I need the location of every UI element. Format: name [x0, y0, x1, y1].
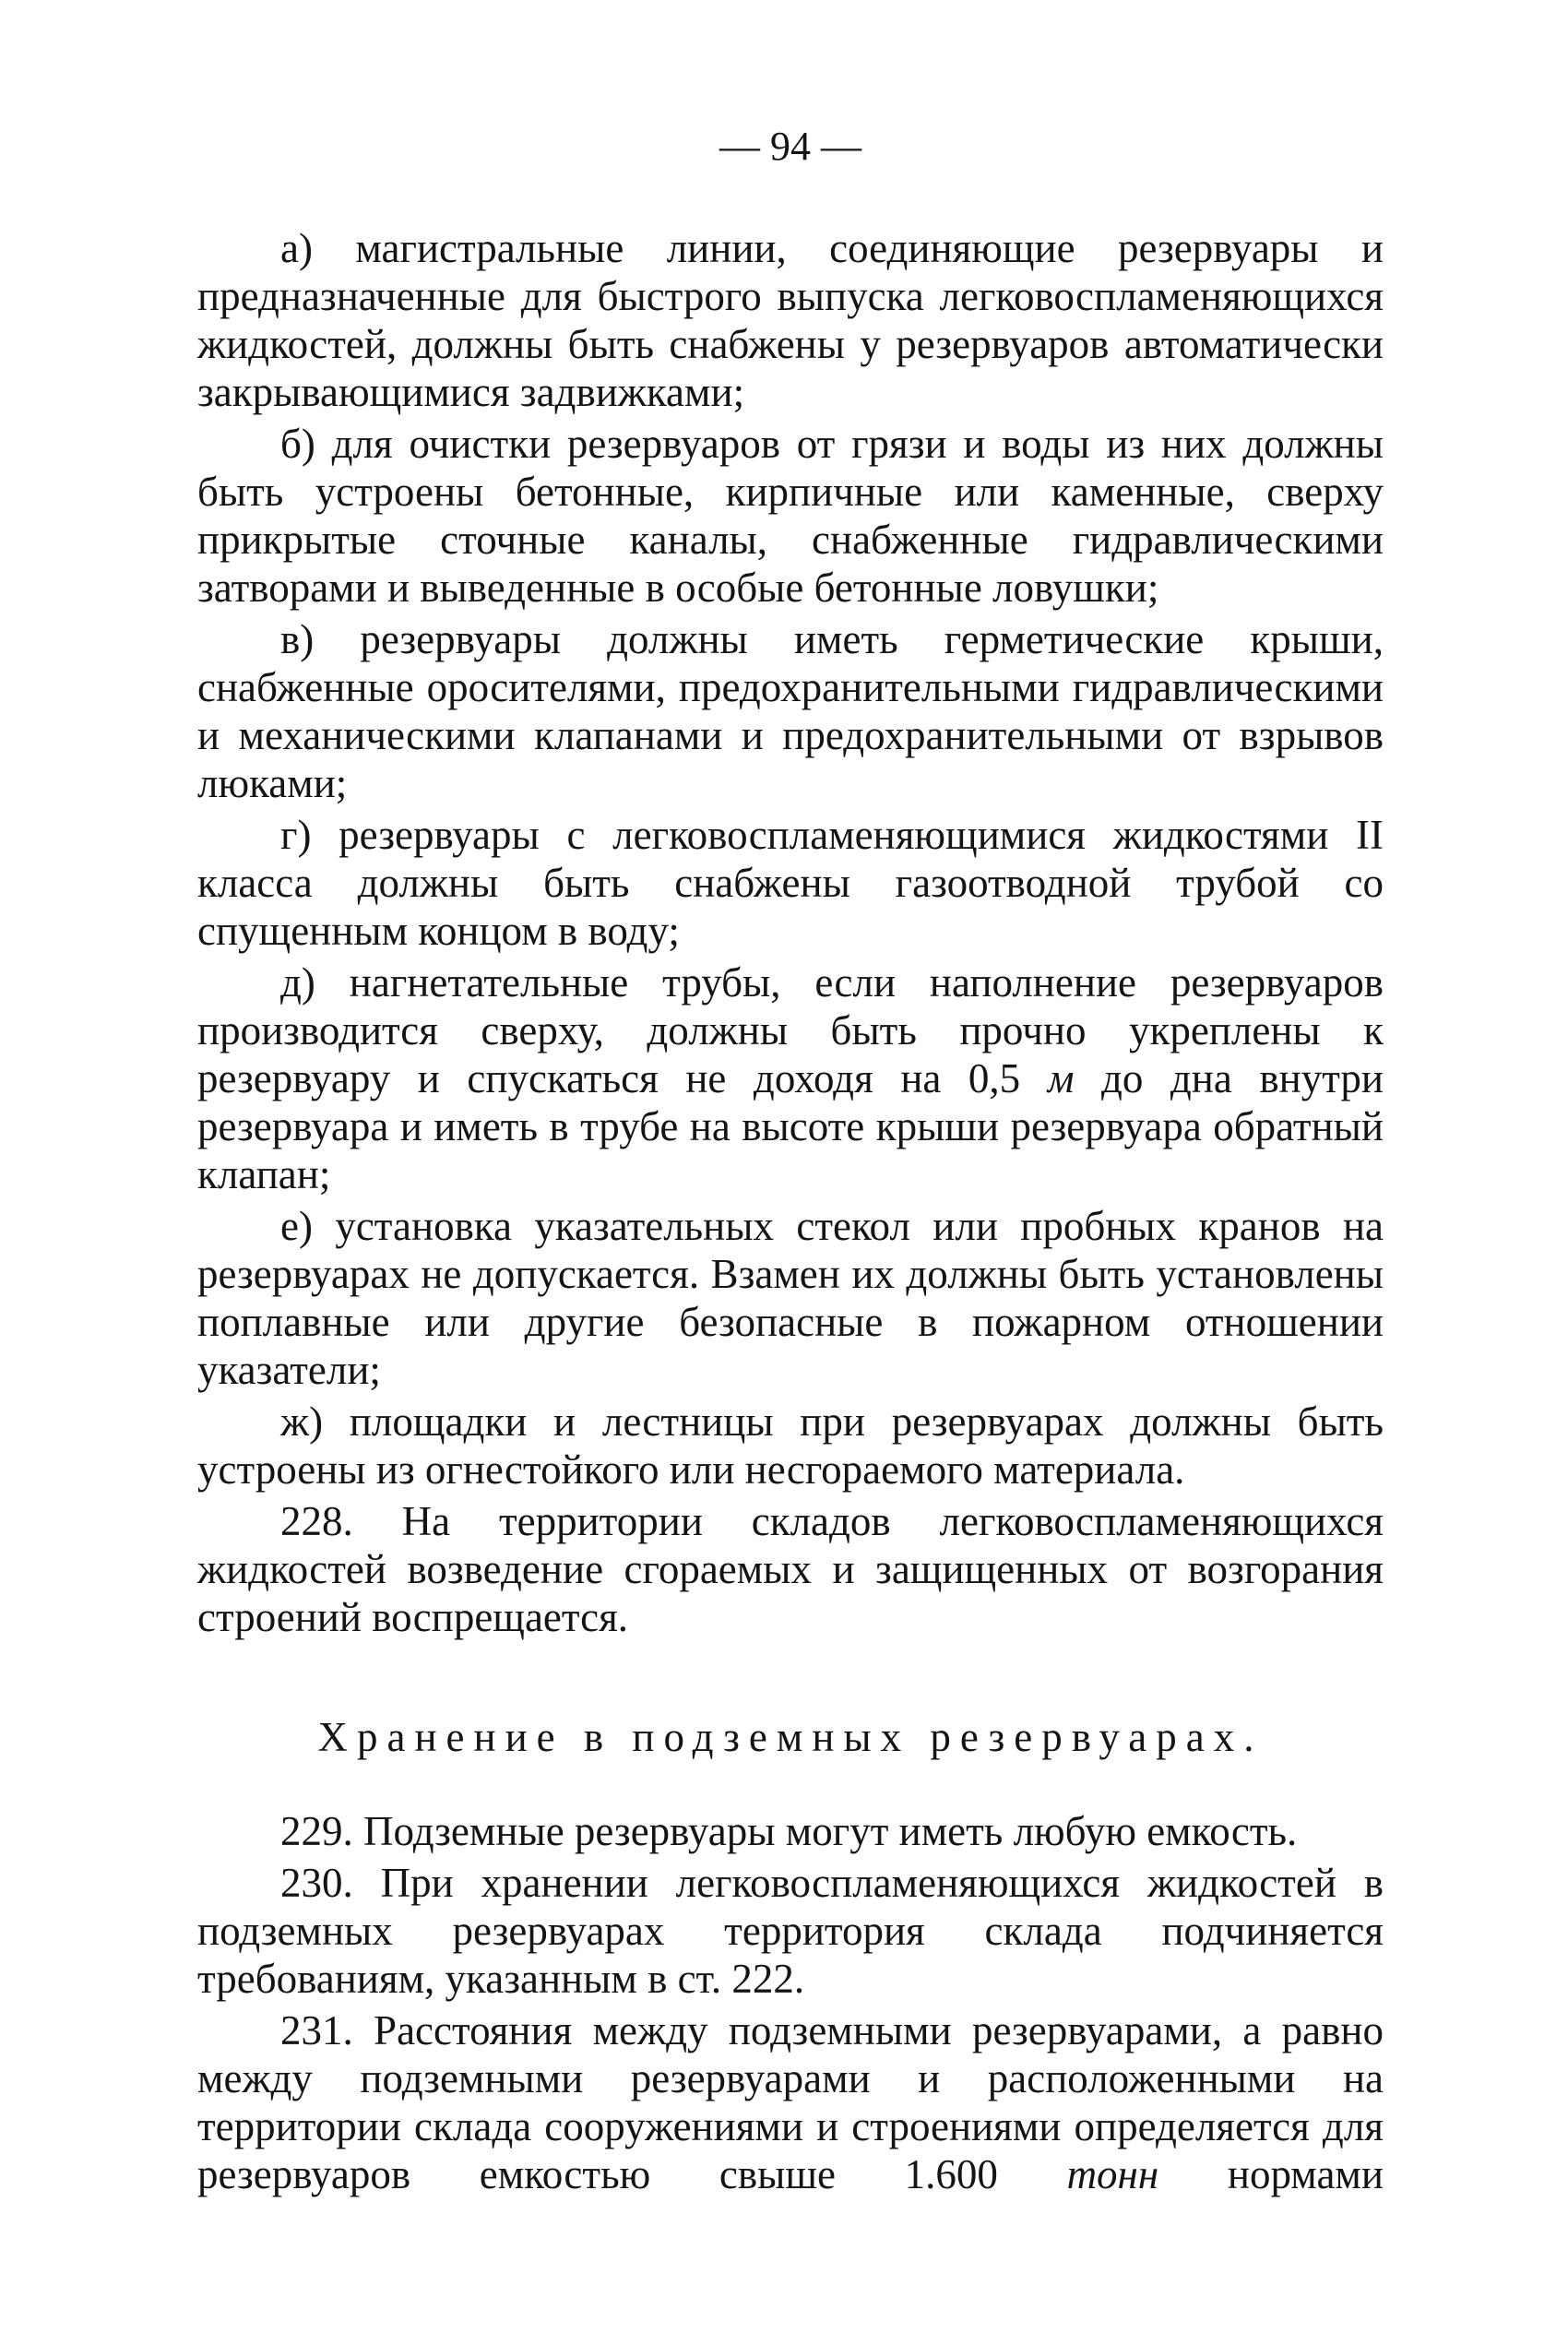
item-d — [197, 958, 1384, 1198]
item-g: г) резервуары с легковоспламеняющимися жидкостями II класса должны быть снабжены газоотводной трубой со спущенным концом в воду; — [197, 812, 1384, 954]
page-number: — 94 — — [719, 124, 861, 169]
item-d-text-1: д) нагнетательные трубы, если наполнение резервуаров производится сверху, должны быть прочно укреплены к резервуару и спускаться не доходя на 0,5 — [197, 959, 1384, 1101]
item-v: в) резервуары должны иметь герметические крыши, снабженные оросителями, предохранительными гидравлическими и механическими клапанами и предохранительными от взрывов люками; — [197, 616, 1384, 806]
body-text — [197, 224, 1384, 2202]
item-e: е) установка указательных стекол или пробных кранов на резервуарах не допускается. Взамен их должны быть установлены поплавные или другие безопасные в пожарном отношении указатели; — [197, 1203, 1384, 1393]
article-231-text-1: 231. Расстояния между подземными резервуарами, а равно между подземными резервуарами и расположенными на территории склада сооружениями и строениями определяется для резервуаров емкостью свыше 1.600 — [197, 2007, 1384, 2197]
item-b: б) для очистки резервуаров от грязи и воды из них должны быть устроены бетонные, кирпичные или каменные, сверху прикрытые сточные каналы, снабженные гидравлическими затворами и выведенные в особые бетонные ловушки; — [197, 421, 1384, 611]
article-231 — [197, 2006, 1384, 2198]
article-228: 228. На территории складов легковоспламеняющихся жидкостей возведение сгораемых и защищенных от возгорания строений воспрещается. — [197, 1498, 1384, 1640]
article-231-text-2: нормами — [1227, 2151, 1384, 2197]
article-230: 230. При хранении легковоспламеняющихся жидкостей в подземных резервуарах территория склада подчиняется требованиям, указанным в ст. 222. — [197, 1860, 1384, 2002]
section-heading: Хранение в подземных резервуарах. — [317, 1714, 1264, 1760]
item-d-unit: м — [1047, 1055, 1075, 1101]
item-zh: ж) площадки и лестницы при резервуарах должны быть устроены из огнестойкого или несгораемого материала. — [197, 1399, 1384, 1493]
item-a: а) магистральные линии, соединяющие резервуары и предназначенные для быстрого выпуска легковоспламеняющихся жидкостей, должны быть снабжены у резервуаров автоматически закрывающимися задвижками; — [197, 225, 1384, 415]
item-d-text-2: до дна внутри резервуара и иметь в трубе на высоте крыши резервуара обратный клапан; — [197, 1055, 1384, 1197]
article-229: 229. Подземные резервуары могут иметь любую емкость. — [280, 1808, 1298, 1854]
article-231-unit: тонн — [1066, 2151, 1159, 2197]
